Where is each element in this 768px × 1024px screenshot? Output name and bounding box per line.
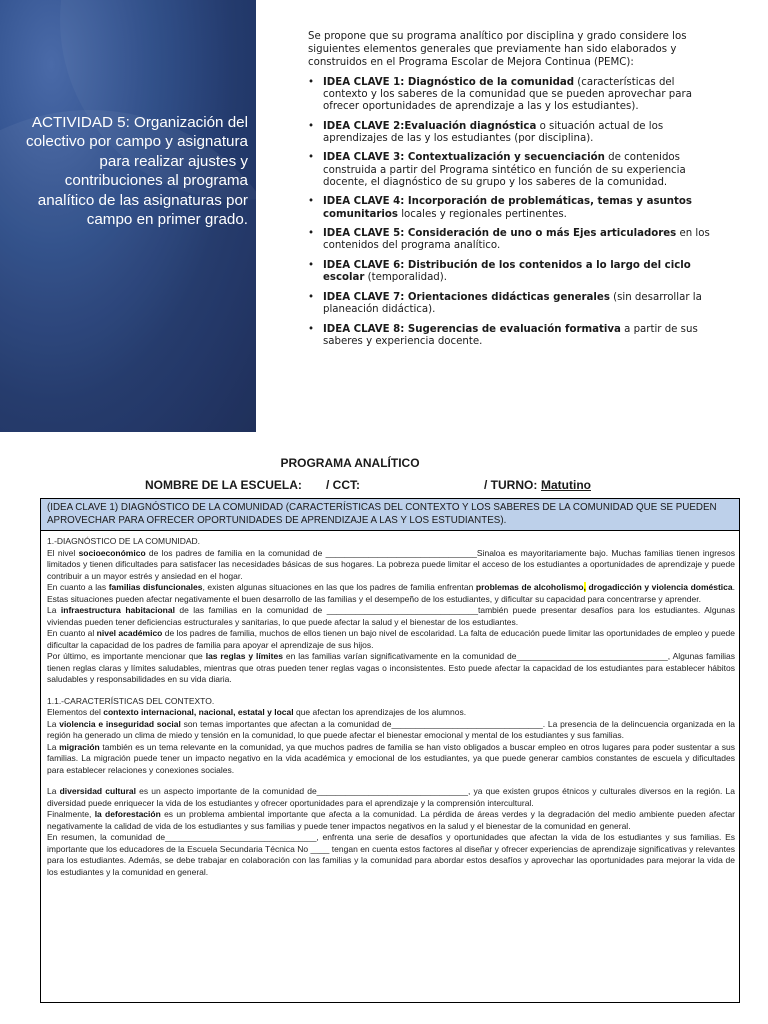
bold-term: drogadicción y violencia doméstica [585, 582, 733, 592]
bullet-icon: • [308, 323, 315, 335]
bold-term: familias disfuncionales [108, 582, 203, 592]
idea-item [308, 260, 716, 284]
paragraph [47, 628, 735, 651]
paragraph [47, 742, 735, 777]
bold-term: migración [59, 741, 100, 752]
bold-term: socioeconómico [78, 547, 146, 558]
text: En cuanto a las [47, 582, 109, 592]
text: en las familias varían significativamente en la comunidad de________________________________, Algunas familias tienen reglas claras y límites saludables, mientras que otras pueden tener reglas vagas o inconsistentes. Esto puede afectar la capacidad de los estudiantes para establecer hábitos saludables y responsabilidades en su vida diaria. [47, 651, 735, 684]
diagnostic-box [40, 498, 740, 1003]
document-title: PROGRAMA ANALÍTICO [280, 456, 420, 470]
idea-item [308, 324, 716, 348]
paragraph [47, 651, 735, 686]
document-page [0, 432, 768, 1024]
spacer [47, 776, 735, 786]
section-heading: 1.1.-CARACTERÍSTICAS DEL CONTEXTO. [47, 695, 215, 706]
paragraph: En resumen, la comunidad de________________________________, enfrenta una serie de desafíos y oportunidades que afectan la vida de los estudiantes y sus familias. Es importante que los educadores de la Escuela Secundaria Técnica No ____ tengan en cuenta estos factores al diseñar y ofrecer experiencias de aprendizaje significativas y relevantes para los estudiantes. Además, se debe trabajar en colaboración con las familias y la comunidad para abordar estos desafíos y aprovechar las oportunidades para mejorar la vida de los estudiantes y la comunidad en general. [47, 832, 735, 877]
slide-intro: Se propone que su programa analítico por disciplina y grado considere los siguientes elementos generales que previamente han sido elaborados y construidos en el Programa Escolar de Mejora Continua (PEMC): [308, 31, 687, 69]
idea-text: o situación actual de los aprendizajes de las y los estudiantes (por disciplina). [323, 120, 664, 144]
idea-text: (características del contexto y los saberes de la comunidad que se pueden aprovechar para ofrecer oportunidades de aprendizaje a las y los estudiantes). [323, 76, 692, 113]
text: La [47, 741, 60, 752]
presentation-slide [0, 0, 768, 432]
idea-title: IDEA CLAVE 5: Consideración de uno o más Ejes articuladores [323, 228, 677, 240]
text: La [47, 718, 60, 729]
idea-title: IDEA CLAVE 4: Incorporación de problemáticas, temas y asuntos comunitarios [323, 196, 692, 220]
bold-term: nivel académico [96, 628, 163, 638]
paragraph [47, 719, 735, 742]
text: Por último, es importante mencionar que [47, 651, 206, 661]
bold-term: diversidad cultural [59, 786, 136, 796]
text: , existen algunas situaciones en las que los padres de familia enfrentan [202, 582, 476, 592]
idea-item [308, 77, 716, 114]
text: En cuanto al [47, 628, 97, 638]
idea-list [308, 77, 716, 348]
bullet-icon: • [308, 291, 315, 303]
idea-text: locales y regionales pertinentes. [397, 208, 567, 220]
bold-term: problemas de alcoholismo [475, 582, 584, 592]
idea-title: IDEA CLAVE 7: Orientaciones didácticas generales [323, 291, 610, 303]
bullet-icon: • [308, 260, 315, 271]
idea-text: de contenidos construida a partir del Programa sintético en función de su experiencia docente, el diagnóstico de su grupo y los saberes de la comunidad. [323, 152, 686, 188]
bullet-icon: • [308, 76, 315, 88]
text: es un aspecto importante de la comunidad de________________________________, ya que existen grupos étnicos y culturales diversos en la región. La diversidad puede enriquecer la vida de los estudiantes y ofrecer oportunidades para el aprendizaje y la comprensión intercultural. [47, 786, 735, 808]
text: de las familias en la comunidad de ________________________________también puede presentar desafíos para los estudiantes. Algunas viviendas pueden tener deficiencias estructurales y sanitarias, lo que puede afectar la salud y el bienestar de los estudiantes. [47, 605, 735, 627]
idea-text: en los contenidos del programa analítico. [323, 228, 710, 252]
slide-content [308, 30, 716, 355]
bullet-icon: • [308, 120, 315, 132]
paragraph [47, 707, 735, 719]
section-heading: 1.-DIAGNÓSTICO DE LA COMUNIDAD. [47, 536, 201, 546]
bold-term: las reglas y límites [205, 651, 283, 661]
idea-item [308, 228, 716, 252]
paragraph [47, 605, 735, 628]
text: Elementos del [47, 707, 104, 717]
text: La [47, 786, 60, 796]
school-name-label: NOMBRE DE LA ESCUELA: [145, 478, 302, 492]
school-info-line [0, 478, 768, 494]
idea-item [308, 292, 716, 316]
bullet-icon: • [308, 196, 315, 208]
text: también es un tema relevante en la comunidad, ya que muchos padres de familia se han visto obligados a buscar empleo en otros lugares para poder sustentar a sus familias. La migración puede tener un impacto negativo en la vida académica y emocional de los estudiantes, ya que puede generar cambios constantes de escuela y dificultades para establecer relaciones y conexiones sociales. [47, 741, 735, 775]
text: es un problema ambiental importante que afecta a la comunidad. La pérdida de áreas verdes y la degradación del medio ambiente pueden afectar negativamente la calidad de vida de los estudiantes y sus familias y puede tener impactos negativos en la salud y el bienestar de la comunidad en general. [47, 809, 736, 831]
text: El nivel [47, 547, 79, 558]
text: La [47, 605, 61, 615]
box-header: (IDEA CLAVE 1) DIAGNÓSTICO DE LA COMUNIDAD (CARACTERÍSTICAS DEL CONTEXTO Y LOS SABERES DE LA COMUNIDAD QUE SE PUEDEN APROVECHAR PARA OFRECER OPORTUNIDADES DE APRENDIZAJE A LAS Y LOS ESTUDIANTES). [41, 499, 739, 531]
idea-title: IDEA CLAVE 3: Contextualización y secuenciación [323, 152, 605, 164]
bullet-icon: • [308, 152, 315, 164]
text: que afectan los aprendizajes de los alumnos. [293, 707, 467, 717]
text: de los padres de familia, muchos de ellos tienen un bajo nivel de escolaridad. La falta de educación puede limitar las oportunidades de empleo y puede dificultar la capacidad de los padres de familia para apoyar el aprendizaje de sus hijos. [47, 628, 735, 650]
box-body [41, 531, 739, 878]
idea-text: (temporalidad). [364, 272, 447, 284]
idea-title: IDEA CLAVE 8: Sugerencias de evaluación formativa [323, 323, 621, 335]
bold-term: la deforestación [94, 809, 161, 819]
bold-term: violencia e inseguridad social [59, 718, 181, 729]
idea-item [308, 196, 716, 220]
text: . Estas situaciones pueden afectar negativamente el buen desarrollo de las familias y el desempeño de los estudiantes, y dificultar su capacidad para concentrarse y aprender. [47, 582, 735, 604]
idea-title: IDEA CLAVE 1: Diagnóstico de la comunidad [323, 76, 575, 88]
idea-text: (sin desarrollar la planeación didáctica). [323, 291, 702, 315]
slide-title-panel [0, 0, 256, 432]
paragraph [47, 582, 735, 605]
text: Finalmente, [47, 809, 95, 819]
idea-item [308, 121, 716, 145]
bold-term: contexto internacional, nacional, estatal y local [103, 707, 294, 717]
slide-title: ACTIVIDAD 5: Organización del colectivo por campo y asignatura para realizar ajustes y contribuciones al programa analítico de las asignaturas por campo en primer grado. [25, 114, 248, 229]
turno-label: / TURNO: [484, 478, 538, 492]
bullet-icon: • [308, 228, 315, 240]
text: de los padres de familia en la comunidad de ________________________________Sinaloa es mayoritariamente bajo. Muchas familias tienen ingresos limitados y tienen dificultades para satisfacer las necesidades básicas de sus hogares. La pobreza puede limitar el acceso de los estudiantes a oportunidades de aprendizaje y puede contribuir a un mayor estrés y ansiedad en el hogar. [47, 547, 735, 581]
turno-value: Matutino [541, 478, 591, 492]
cct-label: / CCT: [326, 478, 360, 492]
paragraph [47, 809, 735, 832]
text: son temas importantes que afectan a la comunidad de________________________________. La presencia de la delincuencia organizada en la región ha generado un clima de miedo y tensión en la comunidad, lo que puede afectar el bienestar emocional y mental de los estudiantes y sus familias. [47, 718, 735, 740]
paragraph [47, 786, 735, 809]
spacer [47, 686, 735, 696]
idea-title: IDEA CLAVE 6: Distribución de los contenidos a lo largo del ciclo escolar [323, 260, 691, 284]
highlighted-mark: , [583, 582, 586, 592]
bold-term: infraestructura habitacional [60, 605, 175, 615]
idea-title: IDEA CLAVE 2:Evaluación diagnóstica [323, 120, 537, 132]
idea-item [308, 152, 716, 189]
paragraph [47, 548, 735, 583]
idea-text: a partir de sus saberes y experiencia docente. [323, 323, 698, 347]
